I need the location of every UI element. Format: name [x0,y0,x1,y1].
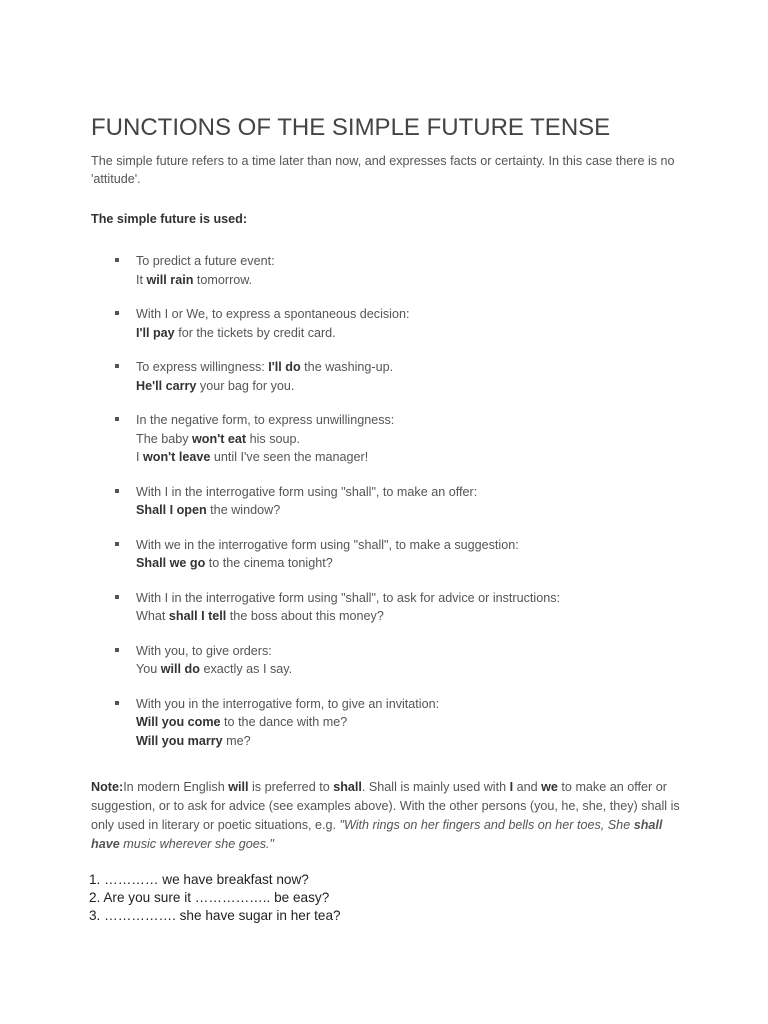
section-heading: The simple future is used: [91,212,248,226]
square-bullet-icon [115,364,119,368]
text-run: and [513,780,542,794]
text-run: to the dance with me? [220,715,348,729]
text-run: In modern English [123,780,229,794]
usage-example [136,732,711,751]
note-paragraph [91,778,683,854]
text-run: It [136,272,147,287]
usage-example [136,324,711,343]
text-run: until I've seen the manager! [210,450,369,464]
usage-description: In the negative form, to express unwillingness: [136,413,395,427]
list-item [91,305,711,342]
usage-example [136,607,711,626]
usage-description [136,358,711,377]
square-bullet-icon [115,417,119,421]
usage-example [136,448,711,467]
bold-italic-text: shall have [91,818,663,851]
text-run: me? [222,733,251,748]
bold-text: He'll carry [136,378,197,393]
text-run: exactly as I say. [199,662,293,676]
usage-example [136,430,711,449]
italic-text: "With rings on her fingers and bells on her toes, She [339,818,634,832]
text-run: is preferred to [248,780,334,794]
bold-text: won't leave [143,450,211,464]
square-bullet-icon [115,595,119,599]
bold-text: I'll pay [136,325,175,340]
square-bullet-icon [115,258,119,262]
list-item [91,252,711,289]
usage-description: To predict a future event: [136,254,275,268]
text-run: the boss about this money? [226,609,384,623]
list-item [91,358,711,395]
text-run: to make an offer or suggestion, or to ask for advice (see examples above). With the other persons (you, he, she, they) shall is only used in literary or poetic situations, e.g. [91,780,680,832]
bold-text: won't eat [192,431,247,446]
usage-example [136,377,711,396]
list-item [91,589,711,626]
bold-text: will [228,780,249,794]
list-item [91,411,711,467]
bold-text: will rain [146,272,194,287]
bold-text: Will you marry [136,733,223,748]
text-run: What [136,609,169,623]
exercise-line: 1. ………… we have breakfast now? [89,872,309,887]
text-run: the washing-up. [300,360,394,374]
text-run: You [136,662,161,676]
square-bullet-icon [115,542,119,546]
text-run: for the tickets by credit card. [174,325,336,340]
usage-list [91,252,711,766]
bold-text: will do [160,662,200,676]
text-run: your bag for you. [196,378,295,393]
bold-text: we [541,780,558,794]
usage-example [136,660,711,679]
usage-description: With I or We, to express a spontaneous decision: [136,307,410,321]
usage-example [136,271,711,290]
square-bullet-icon [115,311,119,315]
usage-description: With I in the interrogative form using "shall", to make an offer: [136,484,478,499]
list-item [91,695,711,751]
bold-text: Note: [91,780,124,794]
usage-description: With you, to give orders: [136,643,272,658]
bold-text: shall I tell [168,609,227,623]
bold-text: Shall I open [136,503,207,517]
exercise-line: 2. Are you sure it …………….. be easy? [89,890,330,905]
bold-text: Shall we go [136,556,206,570]
text-run: To express willingness: [136,360,269,374]
square-bullet-icon [115,648,119,652]
bold-text: I [509,780,514,794]
text-run: I [136,450,143,464]
italic-text: music wherever she goes." [119,837,274,851]
text-run: the window? [206,503,281,517]
usage-description: With you in the interrogative form, to give an invitation: [136,696,440,711]
page-title: FUNCTIONS OF THE SIMPLE FUTURE TENSE [91,114,611,141]
bold-text: I'll do [268,360,301,374]
bold-text: shall [333,780,362,794]
usage-example [136,554,711,573]
exercise-list [89,871,709,925]
text-run: his soup. [246,431,300,446]
usage-example [136,501,711,520]
bold-text: Will you come [136,715,221,729]
exercise-line: 3. ……………. she have sugar in her tea? [89,908,341,923]
text-run: tomorrow. [193,272,253,287]
usage-example [136,713,711,732]
square-bullet-icon [115,701,119,705]
intro-paragraph: The simple future refers to a time later than now, and expresses facts or certainty. In this case there is no 'attitude'. [91,154,675,186]
list-item [91,483,711,520]
list-item [91,642,711,679]
usage-description: With I in the interrogative form using "shall", to ask for advice or instructions: [136,590,561,605]
usage-description: With we in the interrogative form using "shall", to make a suggestion: [136,537,519,552]
text-run: . Shall is mainly used with [361,780,510,794]
square-bullet-icon [115,489,119,493]
text-run: The baby [136,431,193,446]
list-item [91,536,711,573]
text-run: to the cinema tonight? [205,556,333,570]
